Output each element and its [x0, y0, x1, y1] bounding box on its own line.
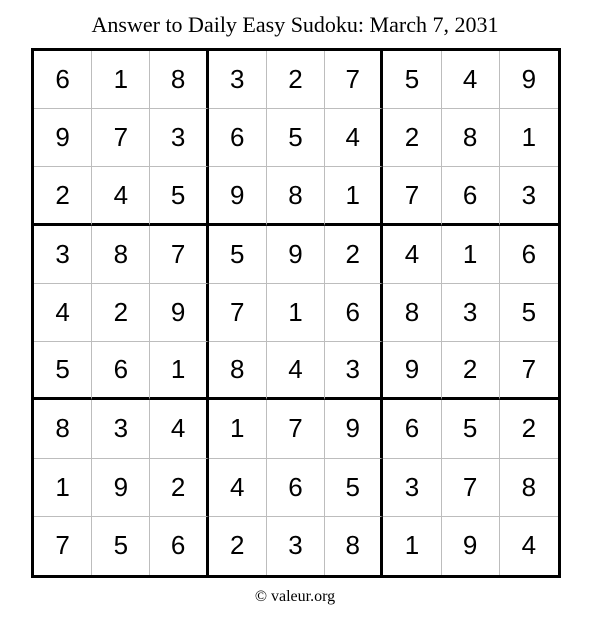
sudoku-cell: 5	[500, 284, 558, 342]
sudoku-cell: 5	[442, 400, 500, 458]
sudoku-cell: 9	[325, 400, 383, 458]
sudoku-cell: 1	[442, 226, 500, 284]
copyright-footer: © valeur.org	[254, 588, 336, 605]
sudoku-cell: 8	[34, 400, 92, 458]
sudoku-cell: 6	[442, 167, 500, 225]
sudoku-cell: 6	[34, 51, 92, 109]
sudoku-cell: 2	[325, 226, 383, 284]
sudoku-cell: 4	[383, 226, 441, 284]
sudoku-cell: 7	[442, 459, 500, 517]
sudoku-cell: 5	[383, 51, 441, 109]
sudoku-cell: 4	[442, 51, 500, 109]
sudoku-cell: 9	[34, 109, 92, 167]
sudoku-cell: 3	[442, 284, 500, 342]
sudoku-cell: 6	[92, 342, 150, 400]
sudoku-cell: 3	[92, 400, 150, 458]
sudoku-cell: 4	[521, 530, 537, 561]
sudoku-cell: 6	[383, 400, 441, 458]
sudoku-cell: 4	[150, 400, 208, 458]
sudoku-cell: 7	[150, 226, 208, 284]
sudoku-cell: 6	[267, 459, 325, 517]
sudoku-cell: 2	[383, 109, 441, 167]
sudoku-cell: 7	[500, 342, 558, 400]
sudoku-cell: 7	[267, 400, 325, 458]
sudoku-cell: 7	[92, 109, 150, 167]
sudoku-cell: 9	[383, 342, 441, 400]
sudoku-cell: 2	[209, 517, 267, 575]
sudoku-cell: 8	[267, 167, 325, 225]
sudoku-cell: 1	[325, 167, 383, 225]
sudoku-cell: 2	[500, 400, 558, 458]
sudoku-cell: 9	[150, 284, 208, 342]
sudoku-cell: 9	[209, 167, 267, 225]
sudoku-cell: 6	[325, 284, 383, 342]
sudoku-cell: 5	[325, 459, 383, 517]
sudoku-cell: 2	[150, 459, 208, 517]
sudoku-cell: 1	[150, 342, 208, 400]
sudoku-cell: 6	[500, 226, 558, 284]
sudoku-cell: 9	[500, 51, 558, 109]
sudoku-cell: 1	[34, 459, 92, 517]
sudoku-board	[31, 48, 561, 578]
sudoku-cell: 3	[500, 167, 558, 225]
sudoku-cell: 3	[325, 342, 383, 400]
sudoku-cell: 9	[442, 517, 500, 575]
sudoku-cell: 3	[150, 109, 208, 167]
sudoku-cell: 2	[92, 284, 150, 342]
sudoku-cell: 7	[325, 51, 383, 109]
sudoku-cell: 1	[92, 51, 150, 109]
sudoku-cell: 5	[92, 517, 150, 575]
sudoku-cell: 1	[209, 400, 267, 458]
sudoku-cell: 4	[34, 284, 92, 342]
sudoku-cell: 3	[34, 226, 92, 284]
sudoku-cell: 2	[34, 167, 92, 225]
sudoku-cell: 4	[92, 167, 150, 225]
sudoku-cell: 5	[150, 167, 208, 225]
sudoku-cell: 9	[267, 226, 325, 284]
sudoku-cell: 1	[500, 109, 558, 167]
sudoku-cell: 4	[267, 342, 325, 400]
sudoku-cell: 2	[267, 51, 325, 109]
sudoku-cell: 8	[325, 517, 383, 575]
sudoku-cell: 6	[209, 109, 267, 167]
sudoku-cell: 8	[500, 459, 558, 517]
sudoku-cell: 3	[209, 51, 267, 109]
sudoku-cell: 9	[92, 459, 150, 517]
sudoku-cell: 7	[383, 167, 441, 225]
sudoku-cell: 5	[209, 226, 267, 284]
sudoku-cell: 5	[34, 342, 92, 400]
sudoku-cell: 5	[267, 109, 325, 167]
puzzle-title: Answer to Daily Easy Sudoku: March 7, 2031	[91, 12, 499, 37]
sudoku-cell: 4	[325, 109, 383, 167]
sudoku-cell: 1	[267, 284, 325, 342]
sudoku-cell: 1	[383, 517, 441, 575]
sudoku-cell: 3	[267, 517, 325, 575]
sudoku-cell: 7	[209, 284, 267, 342]
sudoku-cell: 3	[383, 459, 441, 517]
sudoku-cell: 7	[34, 517, 92, 575]
sudoku-cell: 8	[150, 51, 208, 109]
sudoku-cell: 8	[92, 226, 150, 284]
sudoku-cell: 2	[442, 342, 500, 400]
sudoku-cell: 8	[209, 342, 267, 400]
sudoku-cell: 8	[383, 284, 441, 342]
sudoku-cell: 4	[209, 459, 267, 517]
sudoku-cell: 6	[150, 517, 208, 575]
sudoku-cell: 8	[442, 109, 500, 167]
